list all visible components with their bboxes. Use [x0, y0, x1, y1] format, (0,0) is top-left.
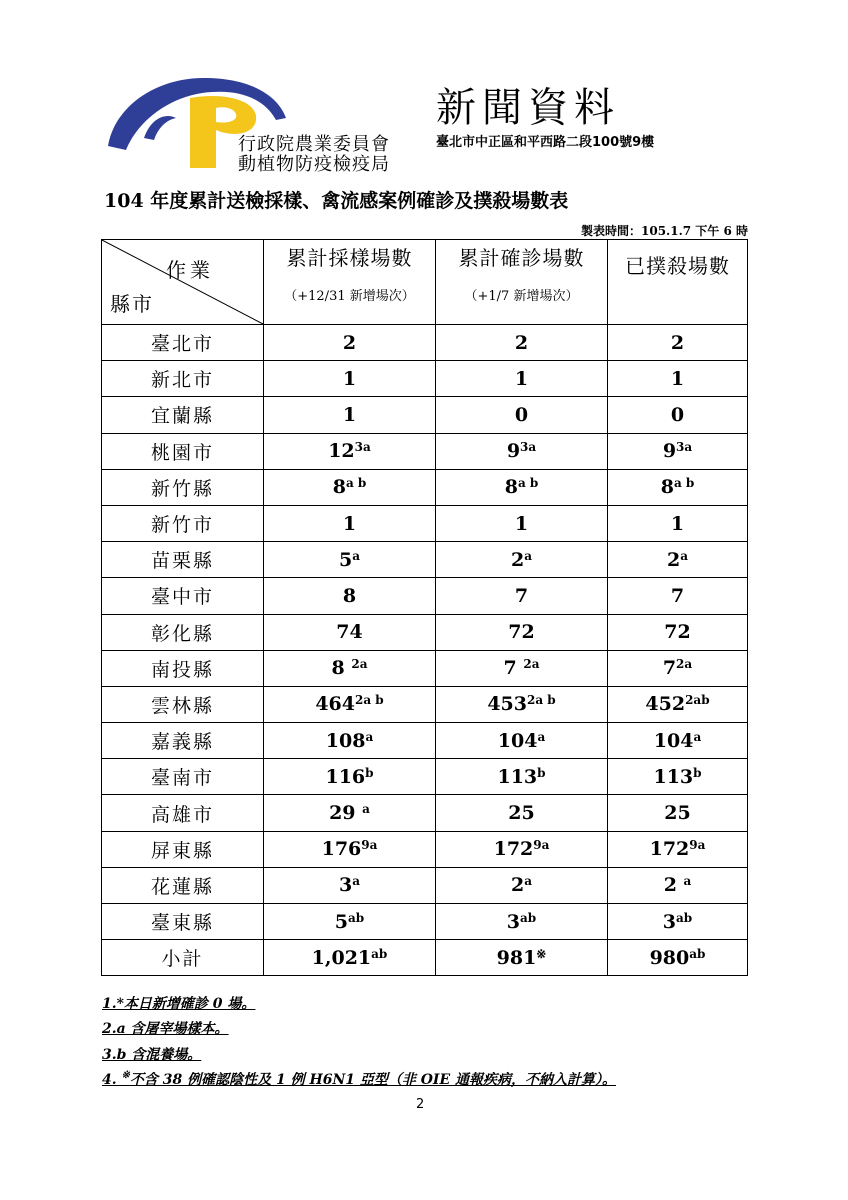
sampled-cell — [264, 940, 436, 976]
confirmed-cell — [436, 650, 608, 686]
culled-value: 2 — [663, 874, 684, 897]
sampled-cell — [264, 831, 436, 867]
sampled-superscript: b — [365, 765, 374, 780]
confirmed-value: 8 — [504, 476, 518, 499]
sampled-value: 5 — [338, 548, 353, 571]
culled-value: 104 — [653, 729, 694, 752]
confirmed-cell — [436, 867, 608, 903]
culled-superscript: 2ab — [685, 693, 710, 708]
culled-value: 3 — [662, 910, 677, 933]
sampled-cell — [264, 686, 436, 722]
county-name-cell: 彰化縣 — [102, 614, 264, 650]
culled-superscript: ab — [689, 946, 706, 961]
culled-cell — [608, 433, 748, 469]
column-title: 已撲殺場數 — [625, 254, 730, 278]
column-title: 累計確診場數 — [458, 246, 585, 270]
culled-value: 980 — [649, 946, 690, 969]
county-name-cell: 新竹縣 — [102, 469, 264, 505]
culled-cell — [608, 505, 748, 541]
county-name-cell: 宜蘭縣 — [102, 397, 264, 433]
confirmed-cell — [436, 795, 608, 831]
sampled-cell — [264, 795, 436, 831]
confirmed-superscript: a — [537, 729, 546, 744]
org-address: 臺北市中正區和平西路二段100號9樓 — [436, 135, 655, 150]
sampled-cell — [264, 433, 436, 469]
confirmed-cell — [436, 759, 608, 795]
sampled-superscript: 9a — [361, 838, 378, 853]
culled-cell — [608, 542, 748, 578]
culled-superscript: 9a — [689, 838, 706, 853]
confirmed-value: 981 — [496, 946, 537, 969]
culled-value: 452 — [645, 693, 686, 716]
confirmed-value: 1 — [514, 367, 529, 390]
table-row — [102, 614, 748, 650]
sampled-superscript: a — [362, 802, 370, 817]
culled-superscript: a — [680, 548, 688, 563]
footnote-4 — [102, 1069, 616, 1089]
sampled-cell — [264, 542, 436, 578]
confirmed-value: 113 — [497, 765, 538, 788]
sampled-superscript: a b — [345, 476, 367, 491]
culled-cell — [608, 397, 748, 433]
corner-operation-label: 作業 — [166, 258, 214, 282]
table-row — [102, 505, 748, 541]
culled-cell — [608, 831, 748, 867]
sampled-value: 8 — [331, 657, 352, 680]
culled-superscript: b — [693, 765, 702, 780]
sampled-value: 1 — [342, 403, 357, 426]
confirmed-cell — [436, 505, 608, 541]
table-row — [102, 469, 748, 505]
avian-flu-table — [101, 239, 748, 976]
confirmed-cell — [436, 542, 608, 578]
county-name-cell: 雲林縣 — [102, 686, 264, 722]
sampled-value: 12 — [328, 440, 355, 463]
column-header-culled — [608, 240, 748, 325]
sampled-value: 1 — [342, 367, 357, 390]
culled-cell — [608, 578, 748, 614]
footnote-3: 3.b 含混養場。 — [102, 1047, 202, 1063]
confirmed-value: 172 — [493, 838, 534, 861]
table-corner-cell — [102, 240, 264, 325]
table-timestamp: 製表時間：105.1.7 下午 6 時 — [581, 224, 748, 238]
confirmed-cell — [436, 469, 608, 505]
county-name-cell: 臺中市 — [102, 578, 264, 614]
confirmed-value: 2 — [510, 874, 525, 897]
footnote-2: 2.a 含屠宰場樣本。 — [102, 1021, 229, 1037]
culled-value: 1 — [670, 367, 685, 390]
sampled-cell — [264, 325, 436, 361]
confirmed-value: 72 — [508, 621, 535, 644]
confirmed-value: 1 — [514, 512, 529, 535]
culled-cell — [608, 614, 748, 650]
confirmed-value: 2 — [510, 548, 525, 571]
document-title: 104 年度累計送檢採樣、禽流感案例確診及撲殺場數表 — [104, 190, 569, 212]
culled-superscript: a b — [673, 476, 695, 491]
county-name-cell: 高雄市 — [102, 795, 264, 831]
table-row — [102, 650, 748, 686]
confirmed-cell — [436, 686, 608, 722]
sampled-value: 3 — [338, 874, 353, 897]
confirmed-cell — [436, 578, 608, 614]
confirmed-value: 104 — [497, 729, 538, 752]
sampled-superscript: ab — [371, 946, 388, 961]
culled-cell — [608, 469, 748, 505]
table-row — [102, 867, 748, 903]
sampled-value: 8 — [342, 584, 357, 607]
culled-superscript: 3a — [676, 440, 693, 455]
table-row — [102, 433, 748, 469]
sampled-cell — [264, 578, 436, 614]
sampled-cell — [264, 904, 436, 940]
confirmed-superscript: b — [537, 765, 546, 780]
sampled-superscript: 2a — [351, 657, 368, 672]
culled-value: 9 — [662, 440, 677, 463]
culled-superscript: ab — [676, 910, 693, 925]
confirmed-value: 3 — [506, 910, 521, 933]
confirmed-cell — [436, 614, 608, 650]
county-name-cell: 臺南市 — [102, 759, 264, 795]
confirmed-cell — [436, 397, 608, 433]
confirmed-cell — [436, 904, 608, 940]
culled-value: 172 — [649, 838, 690, 861]
table-body — [102, 325, 748, 976]
confirmed-cell — [436, 433, 608, 469]
culled-cell — [608, 940, 748, 976]
table-row — [102, 578, 748, 614]
culled-superscript: a — [693, 729, 702, 744]
county-name-cell: 屏東縣 — [102, 831, 264, 867]
confirmed-superscript: 2a b — [526, 693, 556, 708]
culled-value: 0 — [670, 403, 685, 426]
table-row — [102, 542, 748, 578]
culled-superscript: 2a — [676, 657, 693, 672]
table-row — [102, 759, 748, 795]
county-name-cell: 新北市 — [102, 361, 264, 397]
confirmed-value: 0 — [514, 403, 529, 426]
county-name-cell: 花蓮縣 — [102, 867, 264, 903]
culled-cell — [608, 650, 748, 686]
culled-cell — [608, 759, 748, 795]
sampled-value: 2 — [342, 331, 357, 354]
county-name-cell: 桃園市 — [102, 433, 264, 469]
county-name-cell: 南投縣 — [102, 650, 264, 686]
table-row — [102, 361, 748, 397]
sampled-value: 108 — [325, 729, 366, 752]
confirmed-cell — [436, 723, 608, 759]
confirmed-value: 25 — [508, 802, 535, 825]
table-row — [102, 686, 748, 722]
confirmed-value: 2 — [514, 331, 529, 354]
culled-superscript: a — [683, 874, 692, 889]
column-subtitle: （+1/7 新增場次） — [464, 289, 579, 304]
culled-cell — [608, 686, 748, 722]
confirmed-superscript: 2a — [523, 657, 540, 672]
sampled-cell — [264, 397, 436, 433]
county-name-cell: 嘉義縣 — [102, 723, 264, 759]
table-row — [102, 940, 748, 976]
confirmed-value: 7 — [503, 657, 524, 680]
sampled-cell — [264, 759, 436, 795]
culled-value: 72 — [664, 621, 691, 644]
column-header-confirmed — [436, 240, 608, 325]
confirmed-superscript: ab — [520, 910, 537, 925]
news-title: 新聞資料 — [436, 85, 620, 131]
table-header-row — [102, 240, 748, 325]
culled-value: 113 — [653, 765, 694, 788]
culled-value: 7 — [662, 657, 677, 680]
org-name-line1: 行政院農業委員會 — [238, 134, 390, 155]
sampled-value: 464 — [315, 693, 355, 716]
sampled-value: 74 — [336, 621, 363, 644]
corner-region-label: 縣市 — [110, 292, 154, 316]
page-number: 2 — [416, 1097, 425, 1112]
table-row — [102, 325, 748, 361]
confirmed-superscript: a — [524, 874, 532, 889]
confirmed-cell — [436, 361, 608, 397]
county-name-cell: 臺東縣 — [102, 904, 264, 940]
sampled-value: 1,021 — [311, 946, 372, 969]
confirmed-superscript: 9a — [533, 838, 550, 853]
culled-value: 8 — [660, 476, 674, 499]
footnote-1: 1.*本日新增確診 0 場。 — [102, 996, 256, 1012]
county-name-cell: 苗栗縣 — [102, 542, 264, 578]
column-title: 累計採樣場數 — [286, 246, 413, 270]
sampled-superscript: 3a — [354, 440, 371, 455]
sampled-value: 1 — [342, 512, 357, 535]
table-row — [102, 723, 748, 759]
confirmed-value: 9 — [506, 440, 521, 463]
confirmed-value: 7 — [514, 584, 529, 607]
culled-cell — [608, 723, 748, 759]
culled-cell — [608, 904, 748, 940]
confirmed-cell — [436, 940, 608, 976]
confirmed-superscript: a — [524, 548, 532, 563]
culled-cell — [608, 325, 748, 361]
table-row — [102, 795, 748, 831]
sampled-cell — [264, 469, 436, 505]
column-header-sampled — [264, 240, 436, 325]
sampled-cell — [264, 505, 436, 541]
sampled-value: 29 — [329, 802, 363, 825]
column-subtitle: （+12/31 新增場次） — [284, 289, 415, 304]
confirmed-cell — [436, 831, 608, 867]
sampled-cell — [264, 867, 436, 903]
culled-cell — [608, 361, 748, 397]
sampled-superscript: a — [365, 729, 374, 744]
culled-value: 1 — [670, 512, 685, 535]
confirmed-cell — [436, 325, 608, 361]
county-name-cell: 小計 — [102, 940, 264, 976]
culled-cell — [608, 867, 748, 903]
culled-value: 7 — [670, 584, 685, 607]
confirmed-superscript: a b — [517, 476, 539, 491]
sampled-value: 116 — [325, 765, 366, 788]
org-name-line2: 動植物防疫檢疫局 — [238, 154, 390, 175]
footnote-4-number: 4. — [102, 1072, 122, 1088]
table-row — [102, 397, 748, 433]
table-row — [102, 831, 748, 867]
sampled-value: 5 — [334, 910, 349, 933]
sampled-value: 176 — [321, 838, 362, 861]
culled-cell — [608, 795, 748, 831]
sampled-cell — [264, 650, 436, 686]
sampled-value: 8 — [332, 476, 346, 499]
sampled-cell — [264, 723, 436, 759]
footnote-4-text: 不含 38 例確認陰性及 1 例 H6N1 亞型（非 OIE 通報疾病，不納入計算）。 — [129, 1072, 617, 1088]
culled-value: 2 — [666, 548, 681, 571]
culled-value: 2 — [670, 331, 685, 354]
reference-mark: ※ — [121, 1070, 130, 1081]
sampled-cell — [264, 614, 436, 650]
county-name-cell: 臺北市 — [102, 325, 264, 361]
sampled-superscript: ab — [348, 910, 365, 925]
sampled-superscript: a — [352, 874, 360, 889]
sampled-cell — [264, 361, 436, 397]
sampled-superscript: a — [352, 548, 360, 563]
table-row — [102, 904, 748, 940]
sampled-superscript: 2a b — [354, 693, 384, 708]
confirmed-superscript: 3a — [520, 440, 537, 455]
confirmed-value: 453 — [487, 693, 527, 716]
confirmed-superscript: ※ — [536, 946, 547, 961]
culled-value: 25 — [664, 802, 691, 825]
county-name-cell: 新竹市 — [102, 505, 264, 541]
